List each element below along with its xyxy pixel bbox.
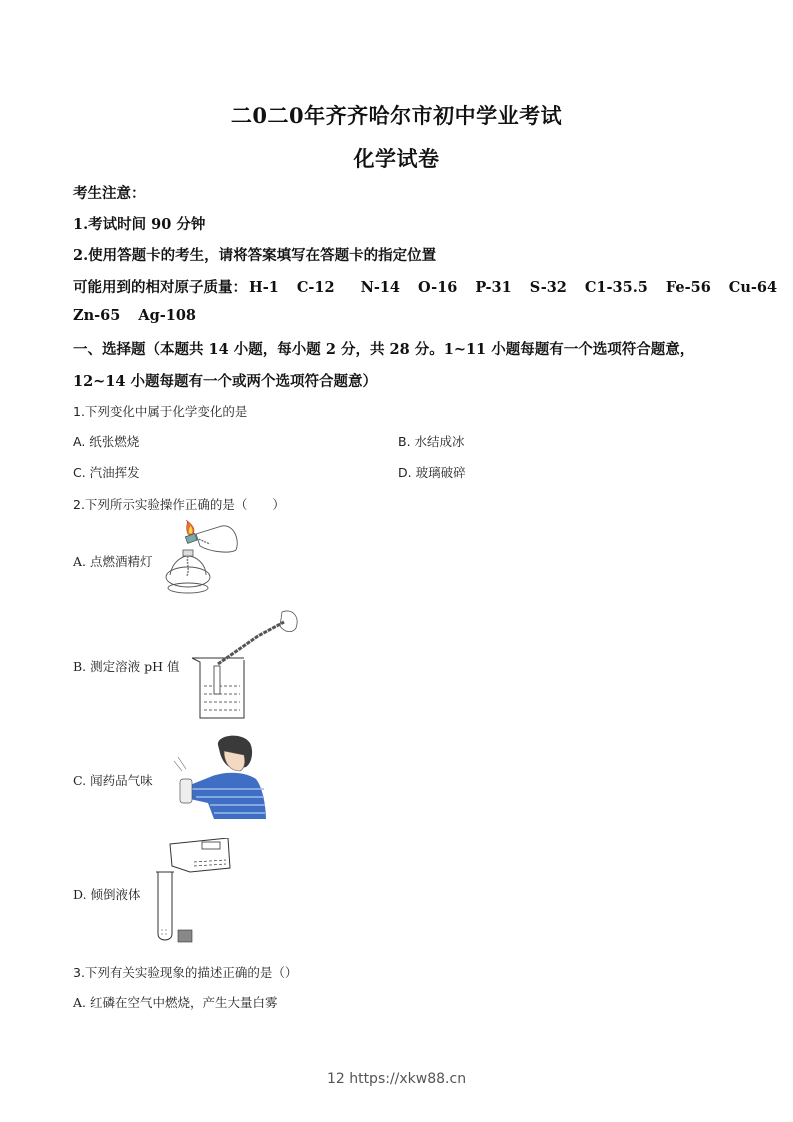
mass-s: S-32 <box>529 279 567 296</box>
mass-zn: Zn-65 <box>73 307 121 324</box>
question-2-stem: 2.下列所示实验操作正确的是（ ） <box>73 497 285 512</box>
page-title: 二0二0年齐齐哈尔市初中学业考试 <box>230 103 563 128</box>
page-subtitle: 化学试卷 <box>353 146 440 171</box>
question-1-stem: 1.下列变化中属于化学变化的是 <box>73 404 248 419</box>
notice-item-1: 1.考试时间 90 分钟 <box>73 216 206 233</box>
pouring-liquid-illustration-icon <box>150 838 240 948</box>
page-footer: 12 https://xkw88.cn <box>326 1071 467 1087</box>
question-1-option-b: B. 水结成冰 <box>398 434 465 449</box>
mass-ag: Ag-108 <box>138 307 197 324</box>
mass-n: N-14 <box>360 279 401 296</box>
smelling-chemical-illustration-icon <box>170 733 270 823</box>
atomic-mass-label: 可能用到的相对原子质量： <box>73 279 247 296</box>
alcohol-lamp-illustration-icon <box>160 520 242 600</box>
mass-h: H-1 <box>249 279 279 296</box>
question-3-option-a: A. 红磷在空气中燃烧，产生大量白雾 <box>73 995 278 1010</box>
mass-cl: C1-35.5 <box>584 279 648 296</box>
question-2-option-b: B. 测定溶液 pH 值 <box>73 659 180 674</box>
mass-o: O-16 <box>418 279 458 296</box>
question-1-option-a: A. 纸张燃烧 <box>73 434 140 449</box>
mass-cu: Cu-64 <box>728 279 778 296</box>
mass-p: P-31 <box>475 279 512 296</box>
section-heading-line2: 12~14 小题每题有一个或两个选项符合题意） <box>73 373 378 390</box>
mass-c: C-12 <box>296 279 335 296</box>
mass-fe: Fe-56 <box>665 279 711 296</box>
notice-item-2: 2.使用答题卡的考生，请将答案填写在答题卡的指定位置 <box>73 247 437 264</box>
atomic-mass-line-2 <box>73 307 214 324</box>
question-1-option-c: C. 汽油挥发 <box>73 465 140 480</box>
ph-test-illustration-icon <box>188 606 303 721</box>
question-2-option-d: D. 倾倒液体 <box>73 887 141 902</box>
notice-heading: 考生注意： <box>73 185 146 202</box>
question-1-option-d: D. 玻璃破碎 <box>398 465 466 480</box>
question-2-option-c: C. 闻药品气味 <box>73 773 153 788</box>
atomic-mass-line <box>73 276 777 297</box>
question-3-stem: 3.下列有关实验现象的描述正确的是（） <box>73 965 298 980</box>
question-2-option-a: A. 点燃酒精灯 <box>73 554 153 569</box>
section-heading-line1: 一、选择题（本题共 14 小题，每小题 2 分，共 28 分。1~11 小题每题有一个选项符合题意， <box>73 341 695 358</box>
